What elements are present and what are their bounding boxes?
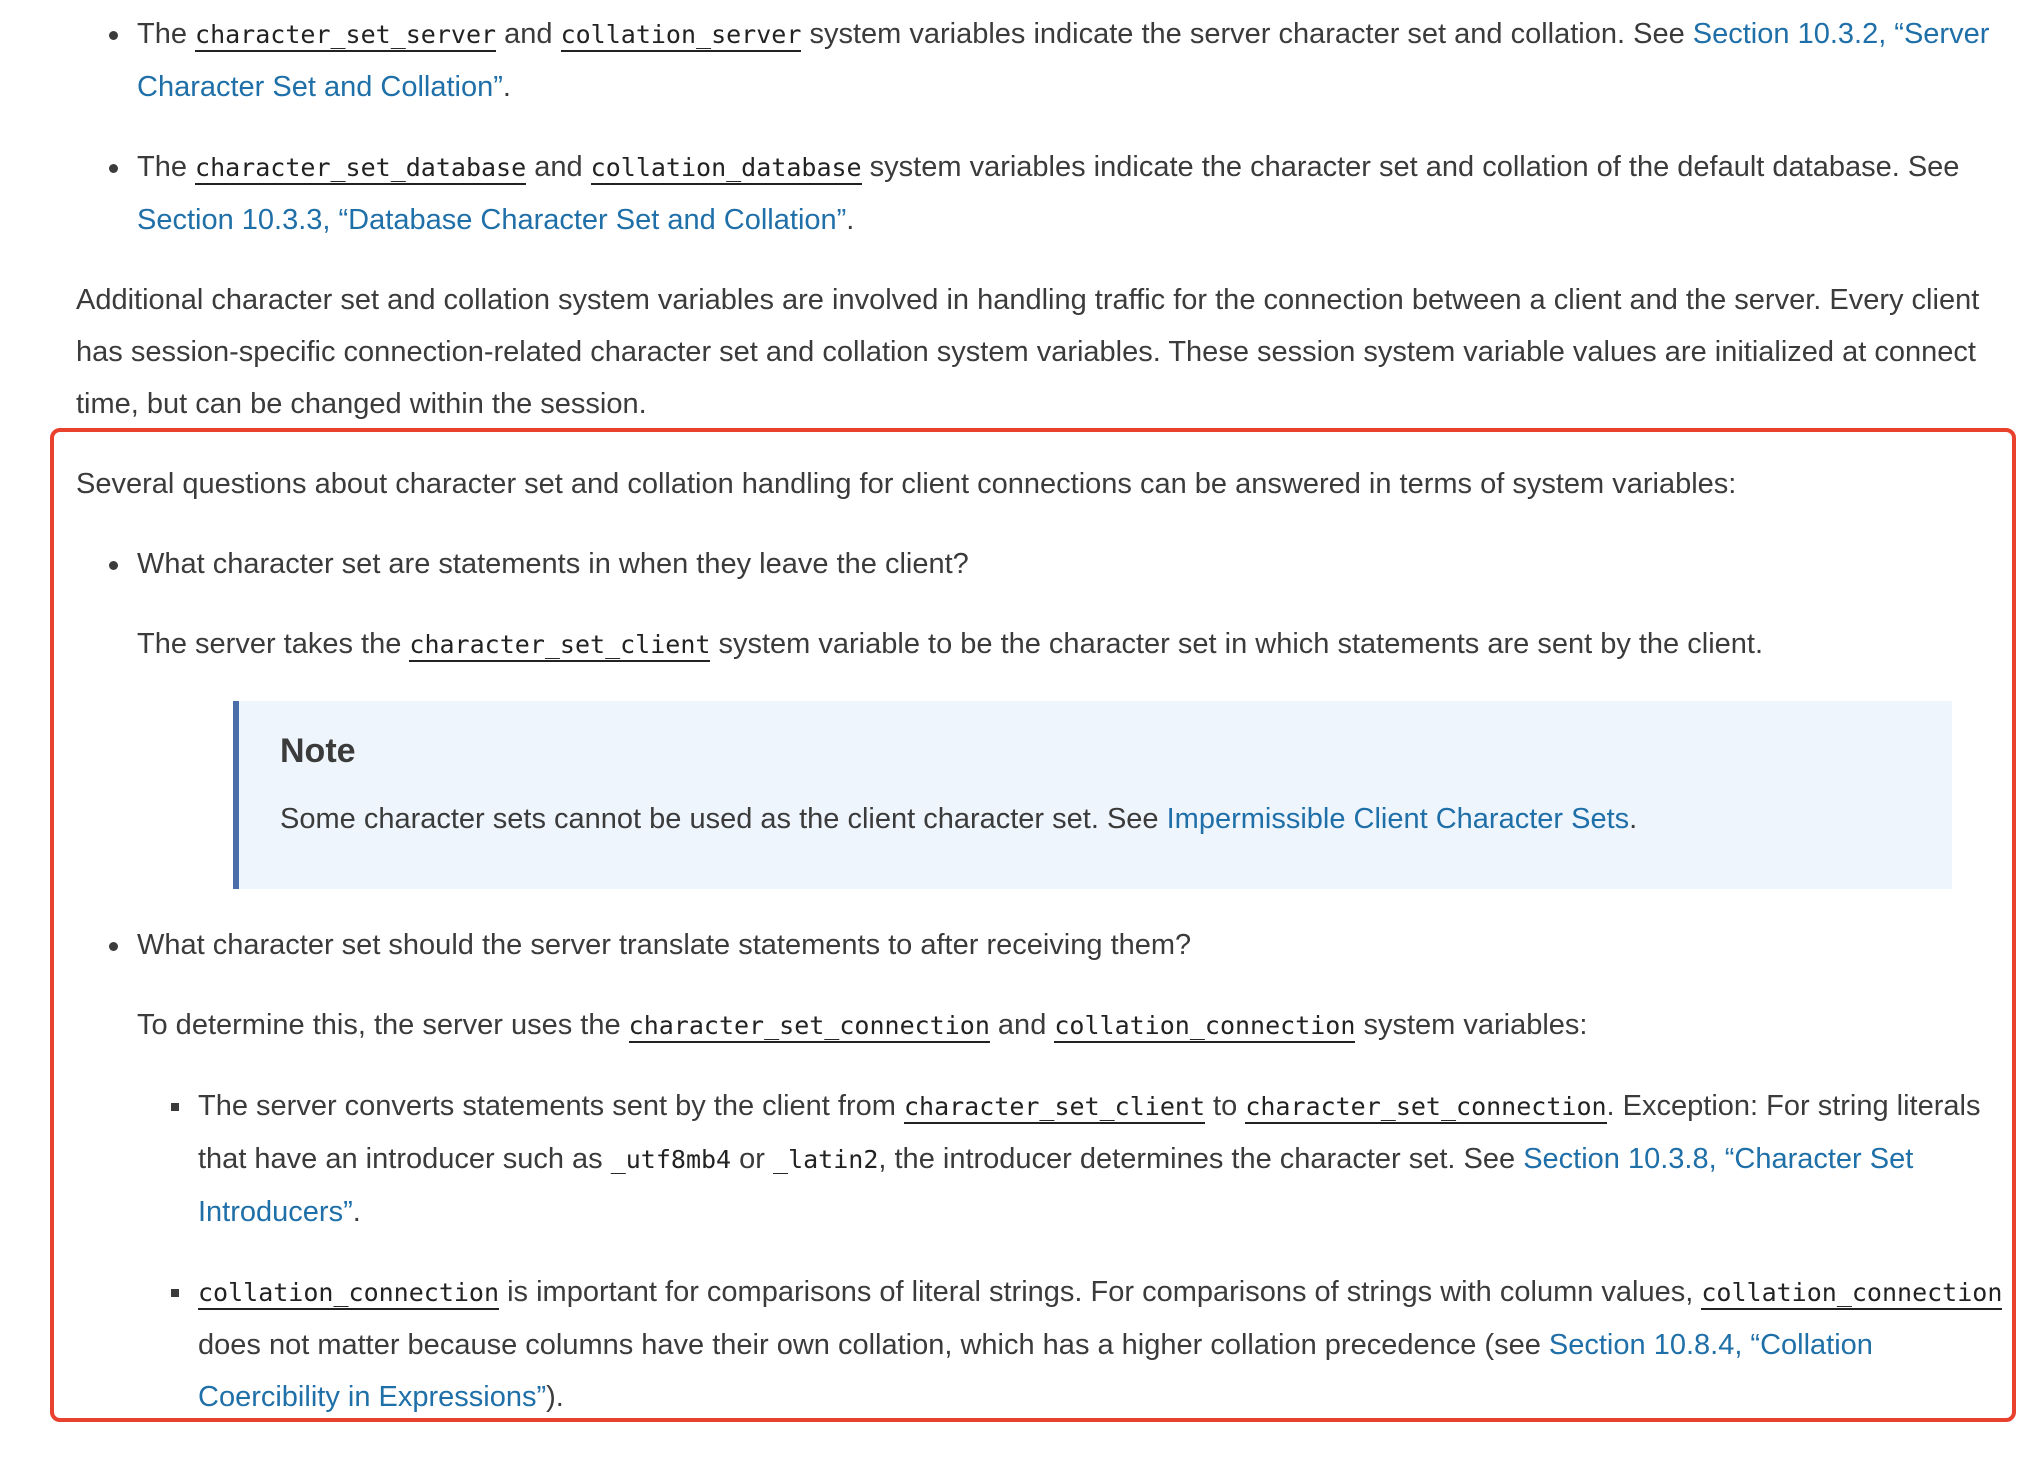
link-section-10-3-8[interactable]: Section 10.3.8, “Character Set Introducers” bbox=[198, 1143, 1914, 1228]
note-callout bbox=[233, 701, 1952, 889]
code-variable[interactable]: collation_connection bbox=[1701, 1278, 2002, 1310]
list-item: The character_set_database and collation_database system variables indicate the character set and collation of the default database. See Section 10.3.3, “Database Character Set and Collation”. bbox=[76, 141, 2022, 246]
sub-list-item-1: The server converts statements sent by the client from character_set_client to character_set_connection. Exception: For string literals that have an introducer such as _utf8mb4 or _latin2, the introducer determines the character set. See Section 10.3.8, “Character Set Introducers”. bbox=[76, 1080, 2022, 1238]
link-section-10-3-3[interactable]: Section 10.3.3, “Database Character Set and Collation” bbox=[137, 204, 847, 236]
question-list-2 bbox=[76, 919, 2022, 971]
code-variable[interactable]: collation_server bbox=[561, 20, 802, 52]
note-title: Note bbox=[280, 732, 356, 770]
code-introducer: _utf8mb4 bbox=[610, 1145, 732, 1174]
code-variable[interactable]: character_set_client bbox=[904, 1092, 1205, 1124]
answer-paragraph-2: To determine this, the server uses the character_set_connection and collation_connection system variables: bbox=[137, 1009, 1588, 1041]
sub-list bbox=[76, 1080, 2022, 1423]
code-variable[interactable]: collation_connection bbox=[198, 1278, 499, 1310]
question-list bbox=[76, 538, 2022, 590]
question-text: What character set should the server translate statements to after receiving them? bbox=[137, 929, 1192, 961]
paragraph-several-questions: Several questions about character set and collation handling for client connections can be answered in terms of system variables: bbox=[76, 468, 1737, 500]
question-text: What character set are statements in when they leave the client? bbox=[137, 548, 969, 580]
code-introducer: _latin2 bbox=[773, 1145, 879, 1174]
answer-paragraph-1: The server takes the character_set_client system variable to be the character set in which statements are sent by the client. bbox=[137, 628, 1764, 660]
note-body: Some character sets cannot be used as the client character set. See Impermissible Client Character Sets. bbox=[280, 803, 1638, 835]
paragraph-additional: Additional character set and collation system variables are involved in handling traffic for the connection between a client and the server. Every client has session-specific connection-related character set and collation system variables. These session system variable values are initialized at connect time, but can be changed within the session. bbox=[76, 284, 1980, 420]
code-variable[interactable]: collation_database bbox=[591, 153, 862, 185]
code-variable[interactable]: character_set_connection bbox=[1245, 1092, 1606, 1124]
sub-list-item-2: collation_connection is important for comparisons of literal strings. For comparisons of strings with column values, collation_connection does not matter because columns have their own collation, which has a higher collation precedence (see Section 10.8.4, “Collation Coercibility in Expressions”). bbox=[76, 1266, 2022, 1423]
code-variable[interactable]: character_set_client bbox=[409, 630, 710, 662]
link-section-10-8-4[interactable]: Section 10.8.4, “Collation Coercibility in Expressions” bbox=[198, 1329, 1873, 1413]
bullet-list-server-vars bbox=[76, 8, 2022, 246]
question-item-1 bbox=[76, 538, 2022, 590]
code-variable[interactable]: character_set_database bbox=[195, 153, 526, 185]
question-item-2 bbox=[76, 919, 2022, 971]
doc-content bbox=[76, 8, 2022, 1423]
link-section-10-3-2[interactable]: Section 10.3.2, “Server Character Set and Collation” bbox=[137, 18, 1990, 103]
list-item: The character_set_server and collation_server system variables indicate the server character set and collation. See Section 10.3.2, “Server Character Set and Collation”. bbox=[76, 8, 2022, 113]
code-variable[interactable]: character_set_connection bbox=[629, 1011, 990, 1043]
code-variable[interactable]: character_set_server bbox=[195, 20, 496, 52]
link-impermissible-client-charsets[interactable]: Impermissible Client Character Sets bbox=[1166, 803, 1630, 835]
code-variable[interactable]: collation_connection bbox=[1054, 1011, 1355, 1043]
